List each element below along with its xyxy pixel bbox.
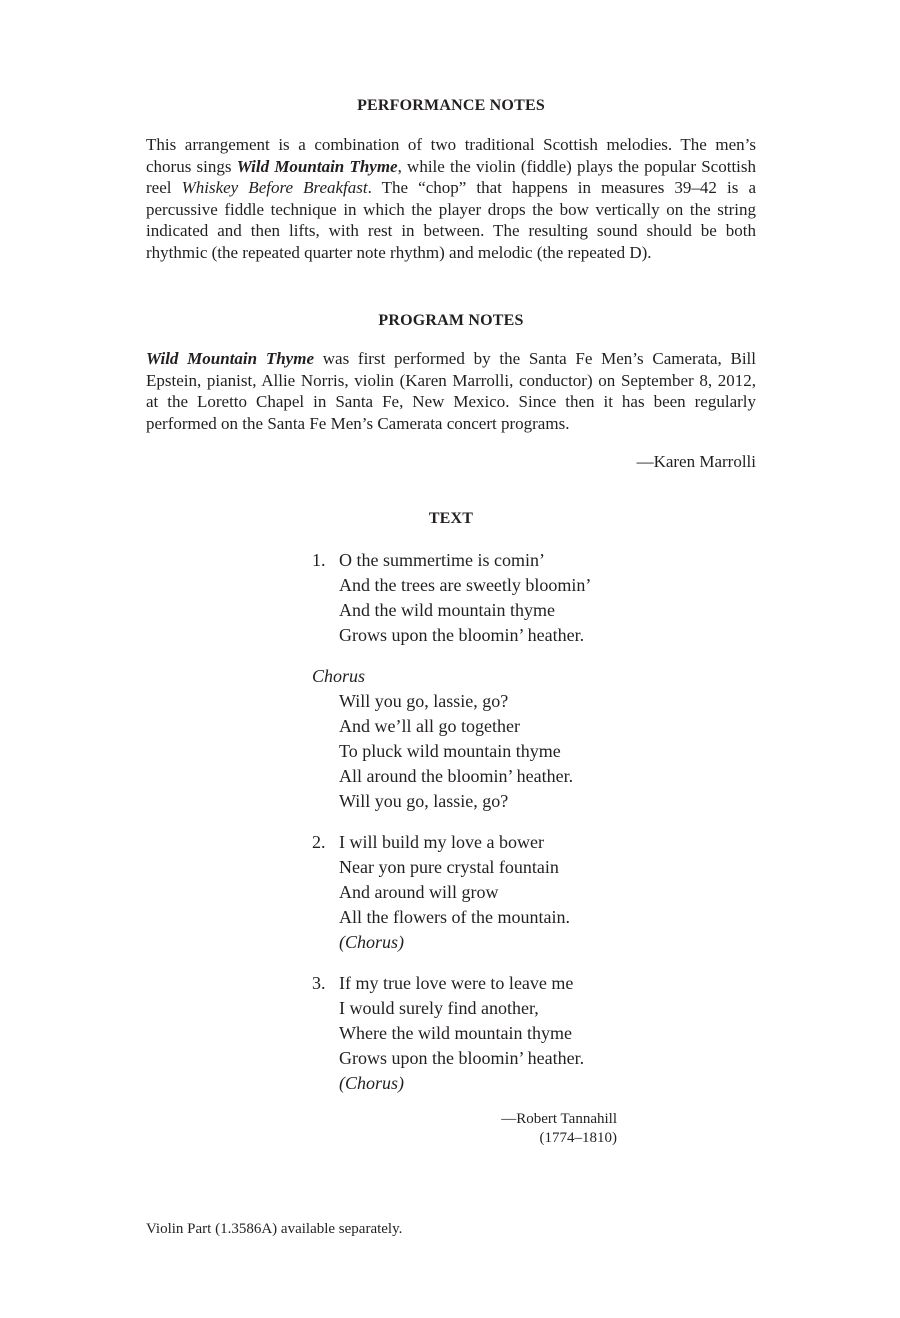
stanza-3 [312,971,632,1096]
poem-line: And the trees are sweetly bloomin’ [339,575,592,595]
performance-notes-heading: PERFORMANCE NOTES [357,97,545,114]
poem-line: All around the bloomin’ heather. [339,766,574,786]
text-heading: TEXT [428,510,474,527]
document-page [146,0,756,1318]
poem-line: And we’ll all go together [339,716,520,736]
stanza-1 [312,548,632,648]
poem-line: I will build my love a bower [339,832,544,852]
poem [312,548,632,1112]
chorus-reference: (Chorus) [339,1073,405,1093]
poet-name: —Robert Tannahill [501,1111,617,1127]
stanza-number: 1. [312,550,326,570]
poem-line: Grows upon the bloomin’ heather. [339,625,585,645]
poem-line: And around will grow [339,882,499,902]
program-notes-heading: PROGRAM NOTES [378,312,524,329]
performance-notes-paragraph [146,134,756,264]
poem-line: Will you go, lassie, go? [339,691,509,711]
performance-notes-text-1: This arrangement is a combination of two traditional Scottish melodies. The men’s chorus sings [146,135,756,176]
chorus [312,664,632,814]
poem-line: Will you go, lassie, go? [339,791,509,811]
poem-line: O the summertime is comin’ [339,550,545,570]
program-notes-signature: —Karen Marrolli [636,452,756,471]
stanza-number: 3. [312,973,326,993]
footer-note: Violin Part (1.3586A) available separately. [146,1221,403,1237]
performance-notes-text-2: , while the violin (fiddle) plays the popular Scottish reel [146,156,757,198]
poem-line: Near yon pure crystal fountain [339,857,559,877]
poem-line: All the flowers of the mountain. [339,907,570,927]
poem-line: To pluck wild mountain thyme [339,741,561,761]
program-notes-song-title: Wild Mountain Thyme [146,349,314,368]
poem-line: And the wild mountain thyme [339,600,555,620]
performance-notes-text-3: . The “chop” that happens in measures 39–42 is a percussive fiddle technique in which the player drops the bow vertically on the string indicated and then lifts, with rest in between. The resulting sound should be both rhythmic (the repeated quarter note rhythm) and melodic (the repeated D). [146,178,756,262]
song-title-wild-mountain-thyme: Wild Mountain Thyme [236,156,398,176]
program-notes-text: was first performed by the Santa Fe Men’s Camerata, Bill Epstein, pianist, Allie Norris, violin (Karen Marrolli, conductor) on September 8, 2012, at the Loretto Chapel in Santa Fe, New Mexico. Since then it has been regularly performed on the Santa Fe Men’s Camerata concert programs. [146,349,756,433]
poet-attribution [446,1110,617,1148]
stanza-number: 2. [312,832,326,852]
poem-line: Where the wild mountain thyme [339,1023,572,1043]
stanza-2 [312,830,632,955]
poet-dates: (1774–1810) [539,1130,617,1146]
poem-line: If my true love were to leave me [339,973,574,993]
chorus-label: Chorus [312,666,366,686]
poem-line: I would surely find another, [339,998,539,1018]
poem-line: Grows upon the bloomin’ heather. [339,1048,585,1068]
program-notes-paragraph [146,348,756,434]
chorus-reference: (Chorus) [339,932,405,952]
song-title-whiskey-before-breakfast: Whiskey Before Breakfast [181,178,368,198]
